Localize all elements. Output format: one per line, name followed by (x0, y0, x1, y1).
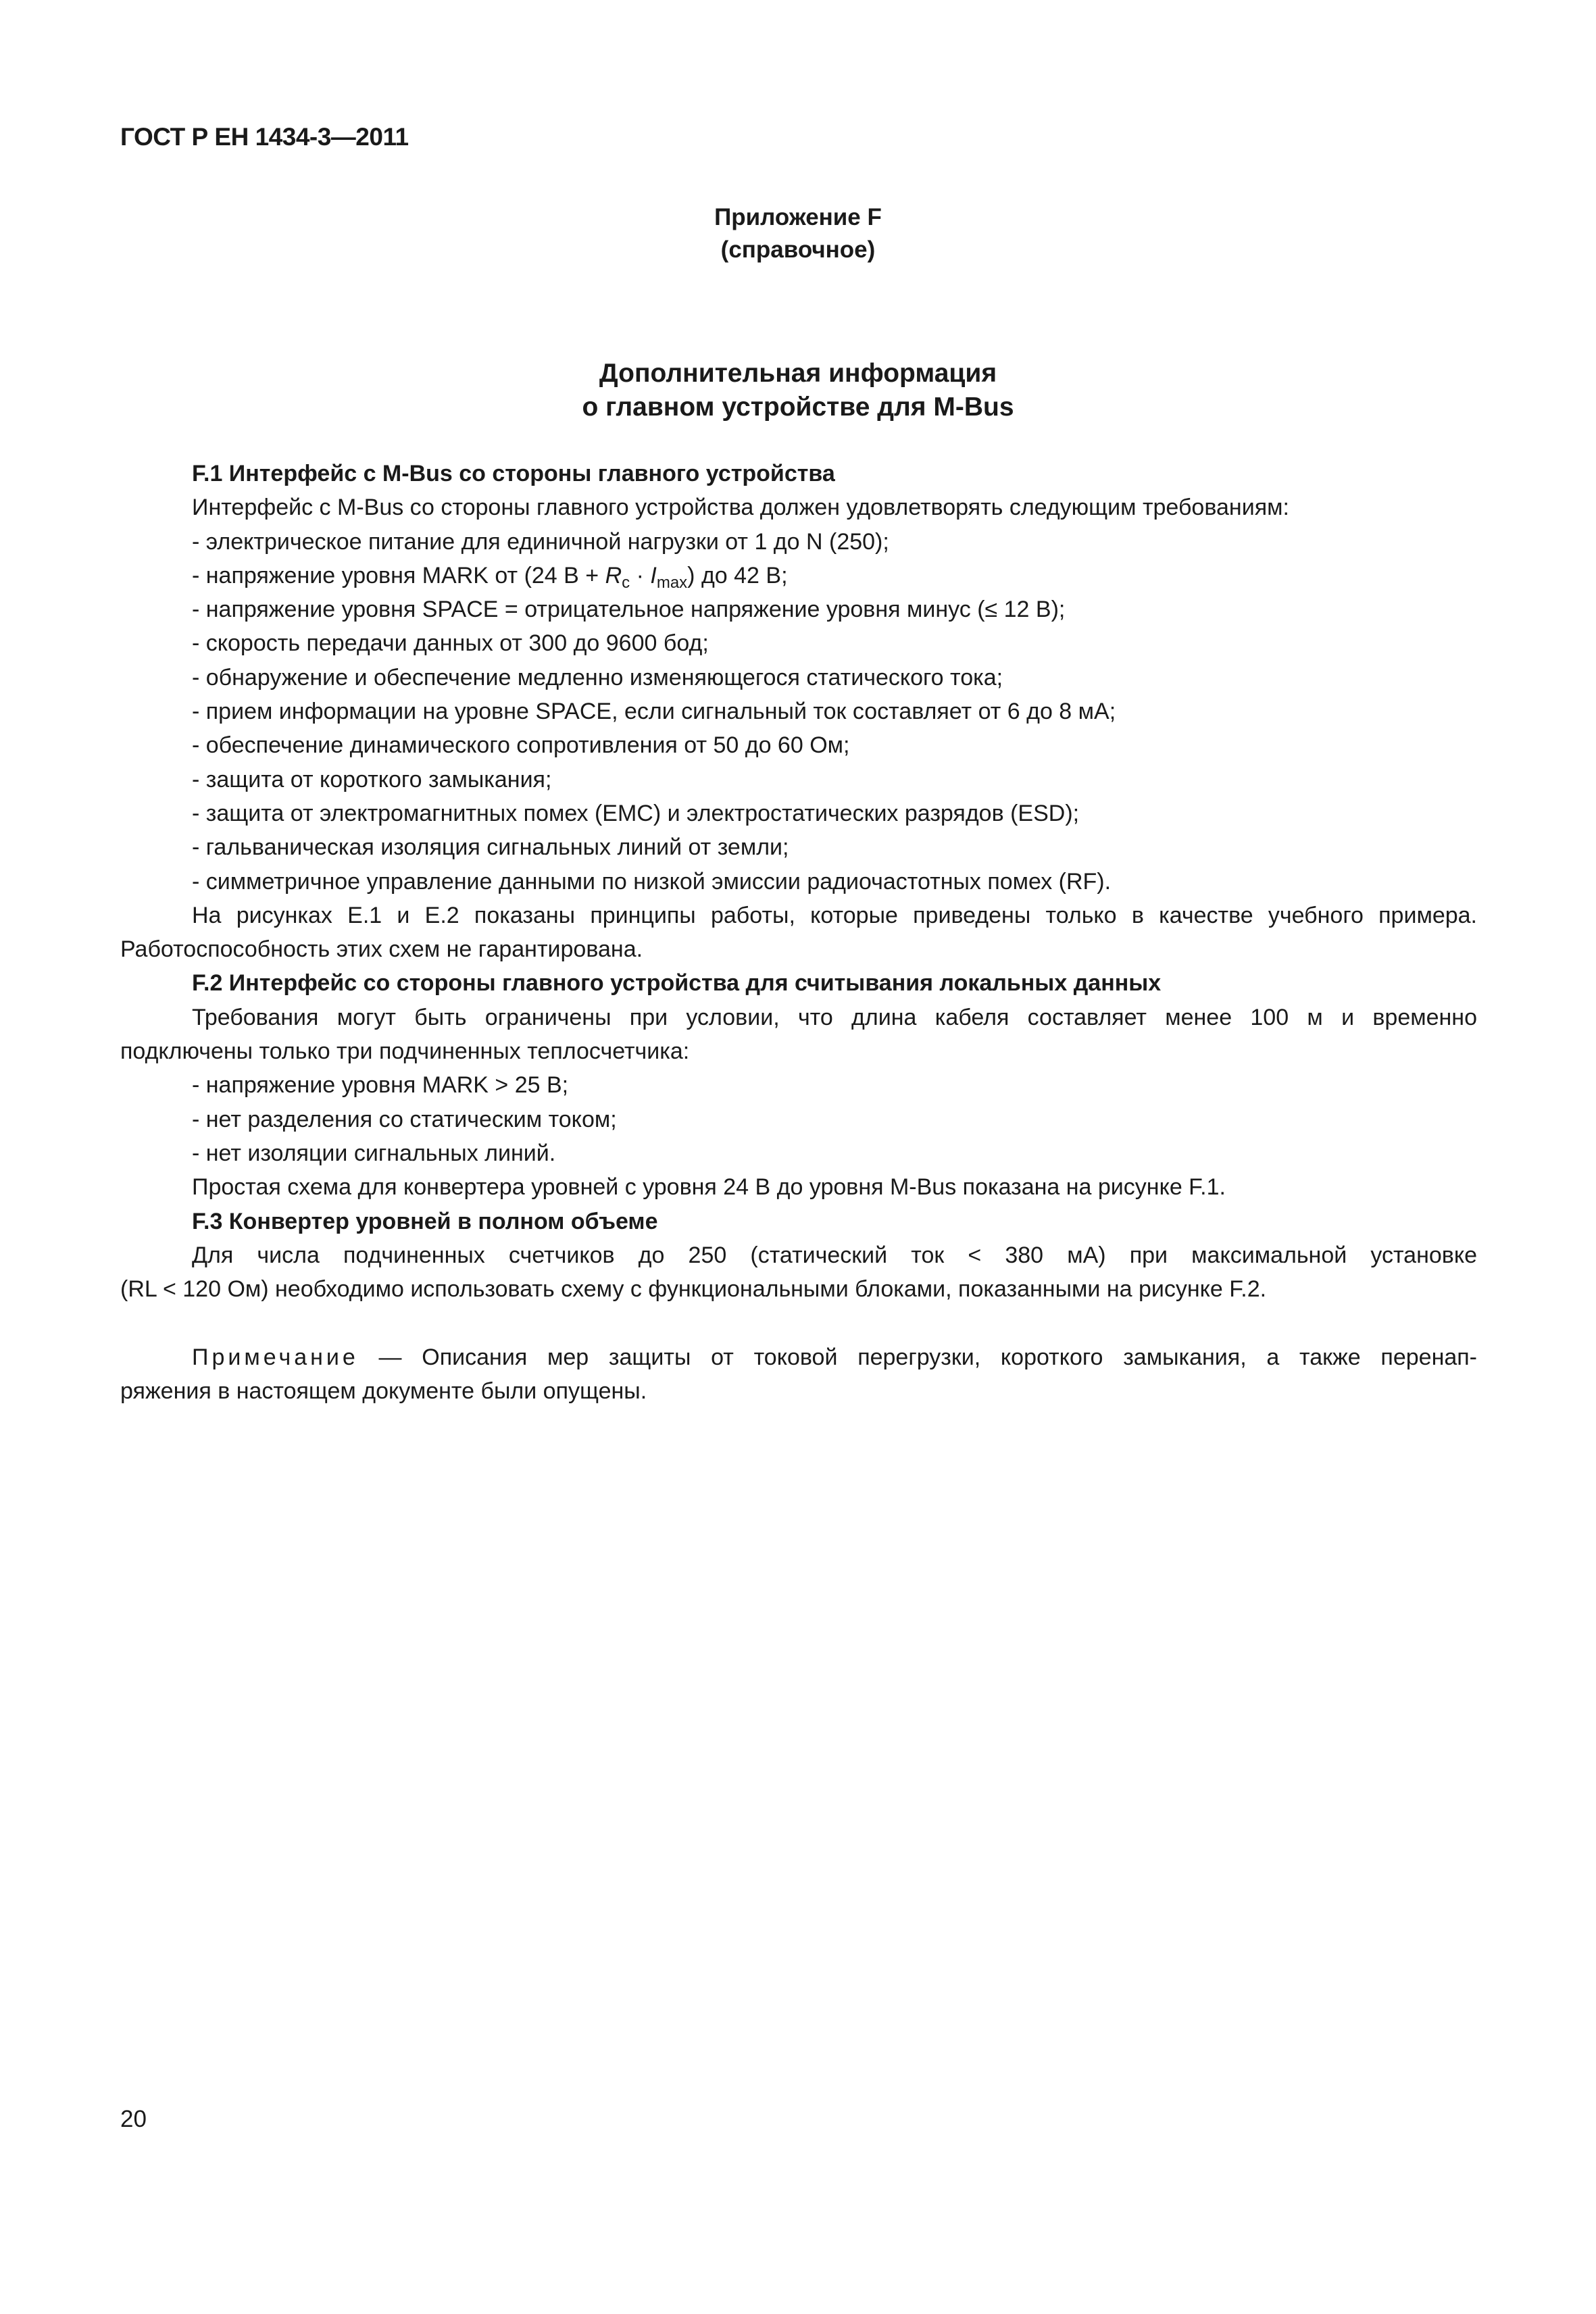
note-line-1 (120, 1340, 1477, 1374)
paragraph-line: Работоспособность этих схем не гарантирована. (120, 936, 643, 963)
text-fragment: ) до 42 В; (687, 562, 788, 588)
list-item: - обеспечение динамического сопротивления от 50 до 60 Ом; (192, 732, 850, 759)
list-item: - электрическое питание для единичной нагрузки от 1 до N (250); (192, 528, 889, 555)
note-line-2: ряжения в настоящем документе были опущены. (120, 1378, 647, 1405)
paragraph-line: Требования могут быть ограничены при условии, что длина кабеля составляет менее 100 м и временно (192, 1004, 1477, 1030)
section-f1-heading: F.1 Интерфейс с M-Bus со стороны главного устройства (192, 461, 835, 486)
list-item: - обнаружение и обеспечение медленно изменяющегося статического тока; (192, 664, 1003, 690)
note-label: Примечание (192, 1344, 359, 1370)
list-item: - защита от короткого замыкания; (192, 766, 552, 793)
body-text (120, 457, 1477, 1408)
main-title-line-1: Дополнительная информация (599, 359, 997, 388)
section-f2-heading: F.2 Интерфейс со стороны главного устройства для считывания локальных данных (192, 970, 1162, 997)
variable-r: R (605, 562, 622, 588)
spacer (120, 1306, 1477, 1340)
list-item: - нет изоляции сигнальных линий. (192, 1140, 556, 1166)
variable-i: I (650, 562, 657, 588)
annex-subtitle: (справочное) (720, 236, 876, 263)
list-item: - напряжение уровня MARK > 25 В; (192, 1072, 569, 1099)
section-f3-heading: F.3 Конвертер уровней в полном объеме (192, 1208, 658, 1234)
list-item: - напряжение уровня SPACE = отрицательное напряжение уровня минус (≤ 12 В); (192, 597, 1066, 623)
paragraph-line: (RL < 120 Ом) необходимо использовать схему с функциональными блоками, показанными на рисунке F.2. (120, 1276, 1267, 1303)
paragraph-line: подключены только три подчиненных теплосчетчика: (120, 1038, 690, 1065)
main-title-line-2: о главном устройстве для M-Bus (582, 393, 1014, 422)
subscript-max: max (656, 573, 688, 592)
document-code: ГОСТ Р ЕН 1434-3—2011 (120, 123, 409, 151)
list-item-mark-voltage (120, 559, 1477, 593)
subscript-c: c (622, 573, 630, 592)
paragraph-line: Для числа подчиненных счетчиков до 250 (статический ток < 380 мА) при максимальной установке (192, 1242, 1477, 1268)
text-fragment: · (630, 562, 651, 588)
paragraph-line: Простая схема для конвертера уровней с уровня 24 В до уровня M-Bus показана на рисунке F.1. (192, 1174, 1226, 1201)
annex-title: Приложение F (714, 204, 882, 230)
section-f1-intro: Интерфейс с M-Bus со стороны главного устройства должен удовлетворять следующим требованиям: (192, 495, 1289, 521)
text-fragment: - напряжение уровня MARK от (24 В + (192, 562, 605, 588)
paragraph-line: На рисунках Е.1 и Е.2 показаны принципы работы, которые приведены только в качестве учебного примера. (192, 902, 1477, 928)
list-item: - прием информации на уровне SPACE, если сигнальный ток составляет от 6 до 8 мА; (192, 699, 1116, 725)
page-number: 20 (120, 2106, 147, 2132)
list-item: - нет разделения со статическим током; (192, 1106, 617, 1132)
note-text: — Описания мер защиты от токовой перегрузки, короткого замыкания, а также перенап- (358, 1344, 1477, 1370)
list-item: - скорость передачи данных от 300 до 9600 бод; (192, 630, 709, 657)
list-item: - гальваническая изоляция сигнальных линий от земли; (192, 834, 789, 861)
list-item: - симметричное управление данными по низкой эмиссии радиочастотных помех (RF). (192, 868, 1112, 895)
list-item: - защита от электромагнитных помех (EMC) и электростатических разрядов (ESD); (192, 800, 1080, 826)
